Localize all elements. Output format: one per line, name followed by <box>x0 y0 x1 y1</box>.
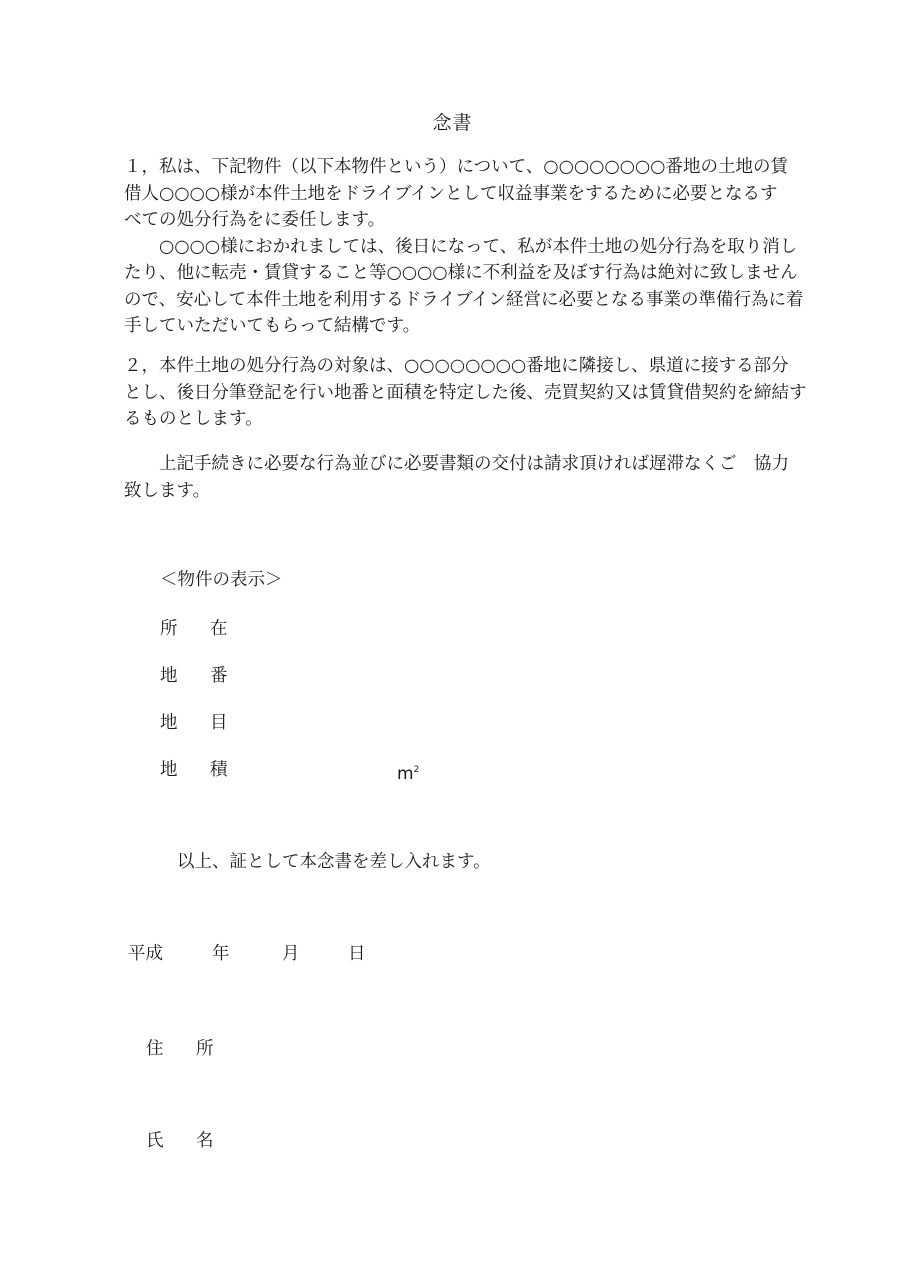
paragraph-line: 手していただいてもらって結構です。 <box>124 316 421 336</box>
paragraph-line: 借人○○○○様が本件土地をドライブインとして収益事業をするために必要となるす <box>124 183 778 204</box>
property-row-location <box>160 617 228 641</box>
paragraph-3 <box>124 451 789 504</box>
paragraph-2 <box>124 353 807 433</box>
paragraph-line: るものとします。 <box>124 409 263 429</box>
date-year: 年 <box>212 944 230 964</box>
area-unit-exponent: 2 <box>413 765 420 775</box>
property-header: ＜物件の表示＞ <box>160 570 283 590</box>
paragraph-line: ので、安心して本件土地を利用するドライブイン経営に必要となる事業の準備行為に着 <box>124 289 804 310</box>
name-label-char: 名 <box>196 1131 214 1151</box>
closing-statement: 以上、証として本念書を差し入れます。 <box>177 852 491 872</box>
property-label-char: 地 <box>160 713 178 733</box>
document-title: 念書 <box>432 112 473 134</box>
property-label-char: 在 <box>210 619 228 639</box>
property-label-char: 番 <box>210 666 228 686</box>
paragraph-line: 致します。 <box>124 480 211 501</box>
property-label-char: 目 <box>210 713 228 733</box>
address-label-char: 所 <box>196 1039 214 1059</box>
date-line <box>128 942 366 966</box>
paragraph-line: べての処分行為をに委任します。 <box>124 210 386 230</box>
date-month: 月 <box>282 944 300 964</box>
property-label-char: 地 <box>160 666 178 686</box>
paragraph-line: ２，本件土地の処分行為の対象は、○○○○○○○○番地に隣接し、県道に接する部分 <box>124 356 789 376</box>
property-label-char: 所 <box>160 619 178 639</box>
paragraph-line: とし、後日分筆登記を行い地番と面積を特定した後、売買契約又は賃貸借契約を締結す <box>124 382 807 403</box>
paragraph-line: 上記手続きに必要な行為並びに必要書類の交付は請求頂ければ遅滞なくご 協力 <box>124 454 789 474</box>
property-row-lot-number <box>160 664 228 688</box>
property-label-char: 積 <box>210 760 228 780</box>
property-row-area <box>160 758 228 782</box>
name-label-char: 氏 <box>146 1131 164 1151</box>
date-era: 平成 <box>128 944 163 964</box>
paragraph-line: １，私は、下記物件（以下本物件という）について、○○○○○○○○番地の土地の賃 <box>124 157 788 177</box>
area-unit-base: m <box>397 764 414 784</box>
address-label-char: 住 <box>146 1039 164 1059</box>
date-day: 日 <box>348 944 366 964</box>
area-unit <box>397 758 419 786</box>
paragraph-line: たり、他に転売・賃貸すること等○○○○様に不利益を及ぼす行為は絶対に致しません <box>124 263 798 283</box>
name-field <box>146 1129 214 1153</box>
paragraph-1 <box>124 154 804 340</box>
address-field <box>146 1037 214 1061</box>
property-row-land-category <box>160 711 228 735</box>
property-label-char: 地 <box>160 760 178 780</box>
paragraph-line: ○○○○様におかれましては、後日になって、私が本件土地の処分行為を取り消し <box>124 236 798 257</box>
